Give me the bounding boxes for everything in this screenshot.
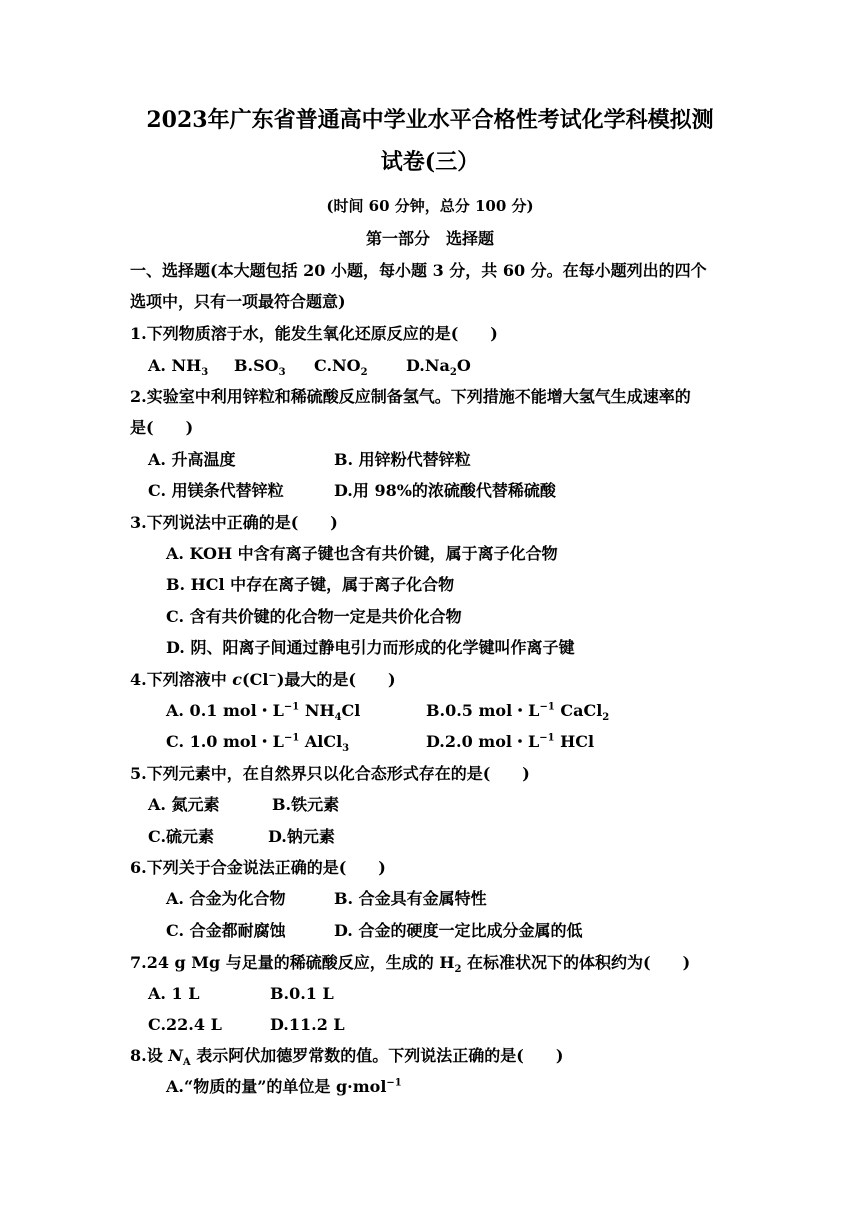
q1-option-d: $D.Na_2O$ xyxy=(406,356,471,379)
q5-option-b: B.铁元素 xyxy=(272,795,340,814)
question-2-stem-2: 是( ) xyxy=(130,418,194,437)
question-7-stem: 7.24 g Mg 与足量的稀硫酸反应，生成的 $H_2$ 在标准状况下的体积约为( ) xyxy=(130,953,691,976)
q7-option-d: D.11.2 L xyxy=(270,1015,345,1034)
q3-option-b: B. HCl 中存在离子键，属于离子化合物 xyxy=(166,575,455,594)
q3-option-a: A. KOH 中含有离子键也含有共价键，属于离子化合物 xyxy=(166,544,558,563)
q3-option-c: C. 含有共价键的化合物一定是共价化合物 xyxy=(166,607,462,626)
question-5-stem: 5.下列元素中，在自然界只以化合态形式存在的是( ) xyxy=(130,764,530,783)
q2-option-a: A. 升高温度 xyxy=(148,450,236,469)
q6-option-c: C. 合金都耐腐蚀 xyxy=(166,921,286,940)
q4-option-b: B.0.5 mol・$L^{-1}$ CaCl$_2$ xyxy=(426,701,610,724)
q1-option-a: A. $NH_3$ xyxy=(148,356,209,379)
q7-option-c: C.22.4 L xyxy=(148,1015,222,1034)
time-info: (时间 60 分钟，总分 100 分) xyxy=(326,197,534,215)
question-1-stem: 1.下列物质溶于水，能发生氧化还原反应的是( ) xyxy=(130,324,498,343)
q7-option-b: B.0.1 L xyxy=(270,984,334,1003)
q5-option-a: A. 氮元素 xyxy=(148,795,220,814)
q5-option-c: C.硫元素 xyxy=(148,827,215,846)
q4-option-d: D.2.0 mol・$L^{-1}$ HCl xyxy=(426,732,595,751)
section-desc-1: (本大题包括 20 小题，每小题 3 分，共 60 分。在每小题列出的四个 xyxy=(210,261,707,280)
question-3-stem: 3.下列说法中正确的是( ) xyxy=(130,513,338,532)
q2-option-b: B. 用锌粉代替锌粒 xyxy=(334,450,471,469)
question-2-stem-1: 2.实验室中利用锌粒和稀硫酸反应制备氢气。下列措施不能增大氢气生成速率的 xyxy=(130,387,691,406)
q3-option-d: D. 阴、阳离子间通过静电引力而形成的化学键叫作离子键 xyxy=(166,638,575,657)
question-6-stem: 6.下列关于合金说法正确的是( ) xyxy=(130,858,386,877)
section-intro-line1 xyxy=(130,261,707,281)
q7-option-a: A. 1 L xyxy=(148,984,200,1003)
q6-option-d: D. 合金的硬度一定比成分金属的低 xyxy=(334,921,583,940)
section-head: 一、选择题 xyxy=(130,261,211,280)
q6-option-a: A. 合金为化合物 xyxy=(166,889,286,908)
question-4-stem: 4.下列溶液中 c(Cl−)最大的是( ) xyxy=(130,670,396,689)
exam-title-line2: 试卷(三） xyxy=(380,149,480,175)
q2-option-d: D.用 98%的浓硫酸代替稀硫酸 xyxy=(334,481,556,500)
exam-title-line1: 2023年广东省普通高中学业水平合格性考试化学科模拟测 xyxy=(146,107,714,133)
q1-option-c: $C.NO_2$ xyxy=(314,356,368,379)
part-title: 第一部分 选择题 xyxy=(365,229,494,248)
q5-option-d: D.钠元素 xyxy=(268,827,335,846)
q6-option-b: B. 合金具有金属特性 xyxy=(334,889,487,908)
q8-option-a: A.“物质的量”的单位是 g·mol$^{-1}$ xyxy=(166,1077,402,1096)
question-8-stem: 8.设 $N_A$ 表示阿伏加德罗常数的值。下列说法正确的是( ) xyxy=(130,1046,564,1069)
q1-option-b: $B.SO_3$ xyxy=(234,356,286,379)
q4-option-a: A. 0.1 mol・$L^{-1}$ $NH_4Cl$ xyxy=(166,701,361,724)
q4-option-c: C. 1.0 mol・$L^{-1}$ AlCl$_3$ xyxy=(166,732,350,755)
section-intro-line2: 选项中，只有一项最符合题意) xyxy=(130,292,346,311)
q2-option-c: C. 用镁条代替锌粒 xyxy=(148,481,284,500)
